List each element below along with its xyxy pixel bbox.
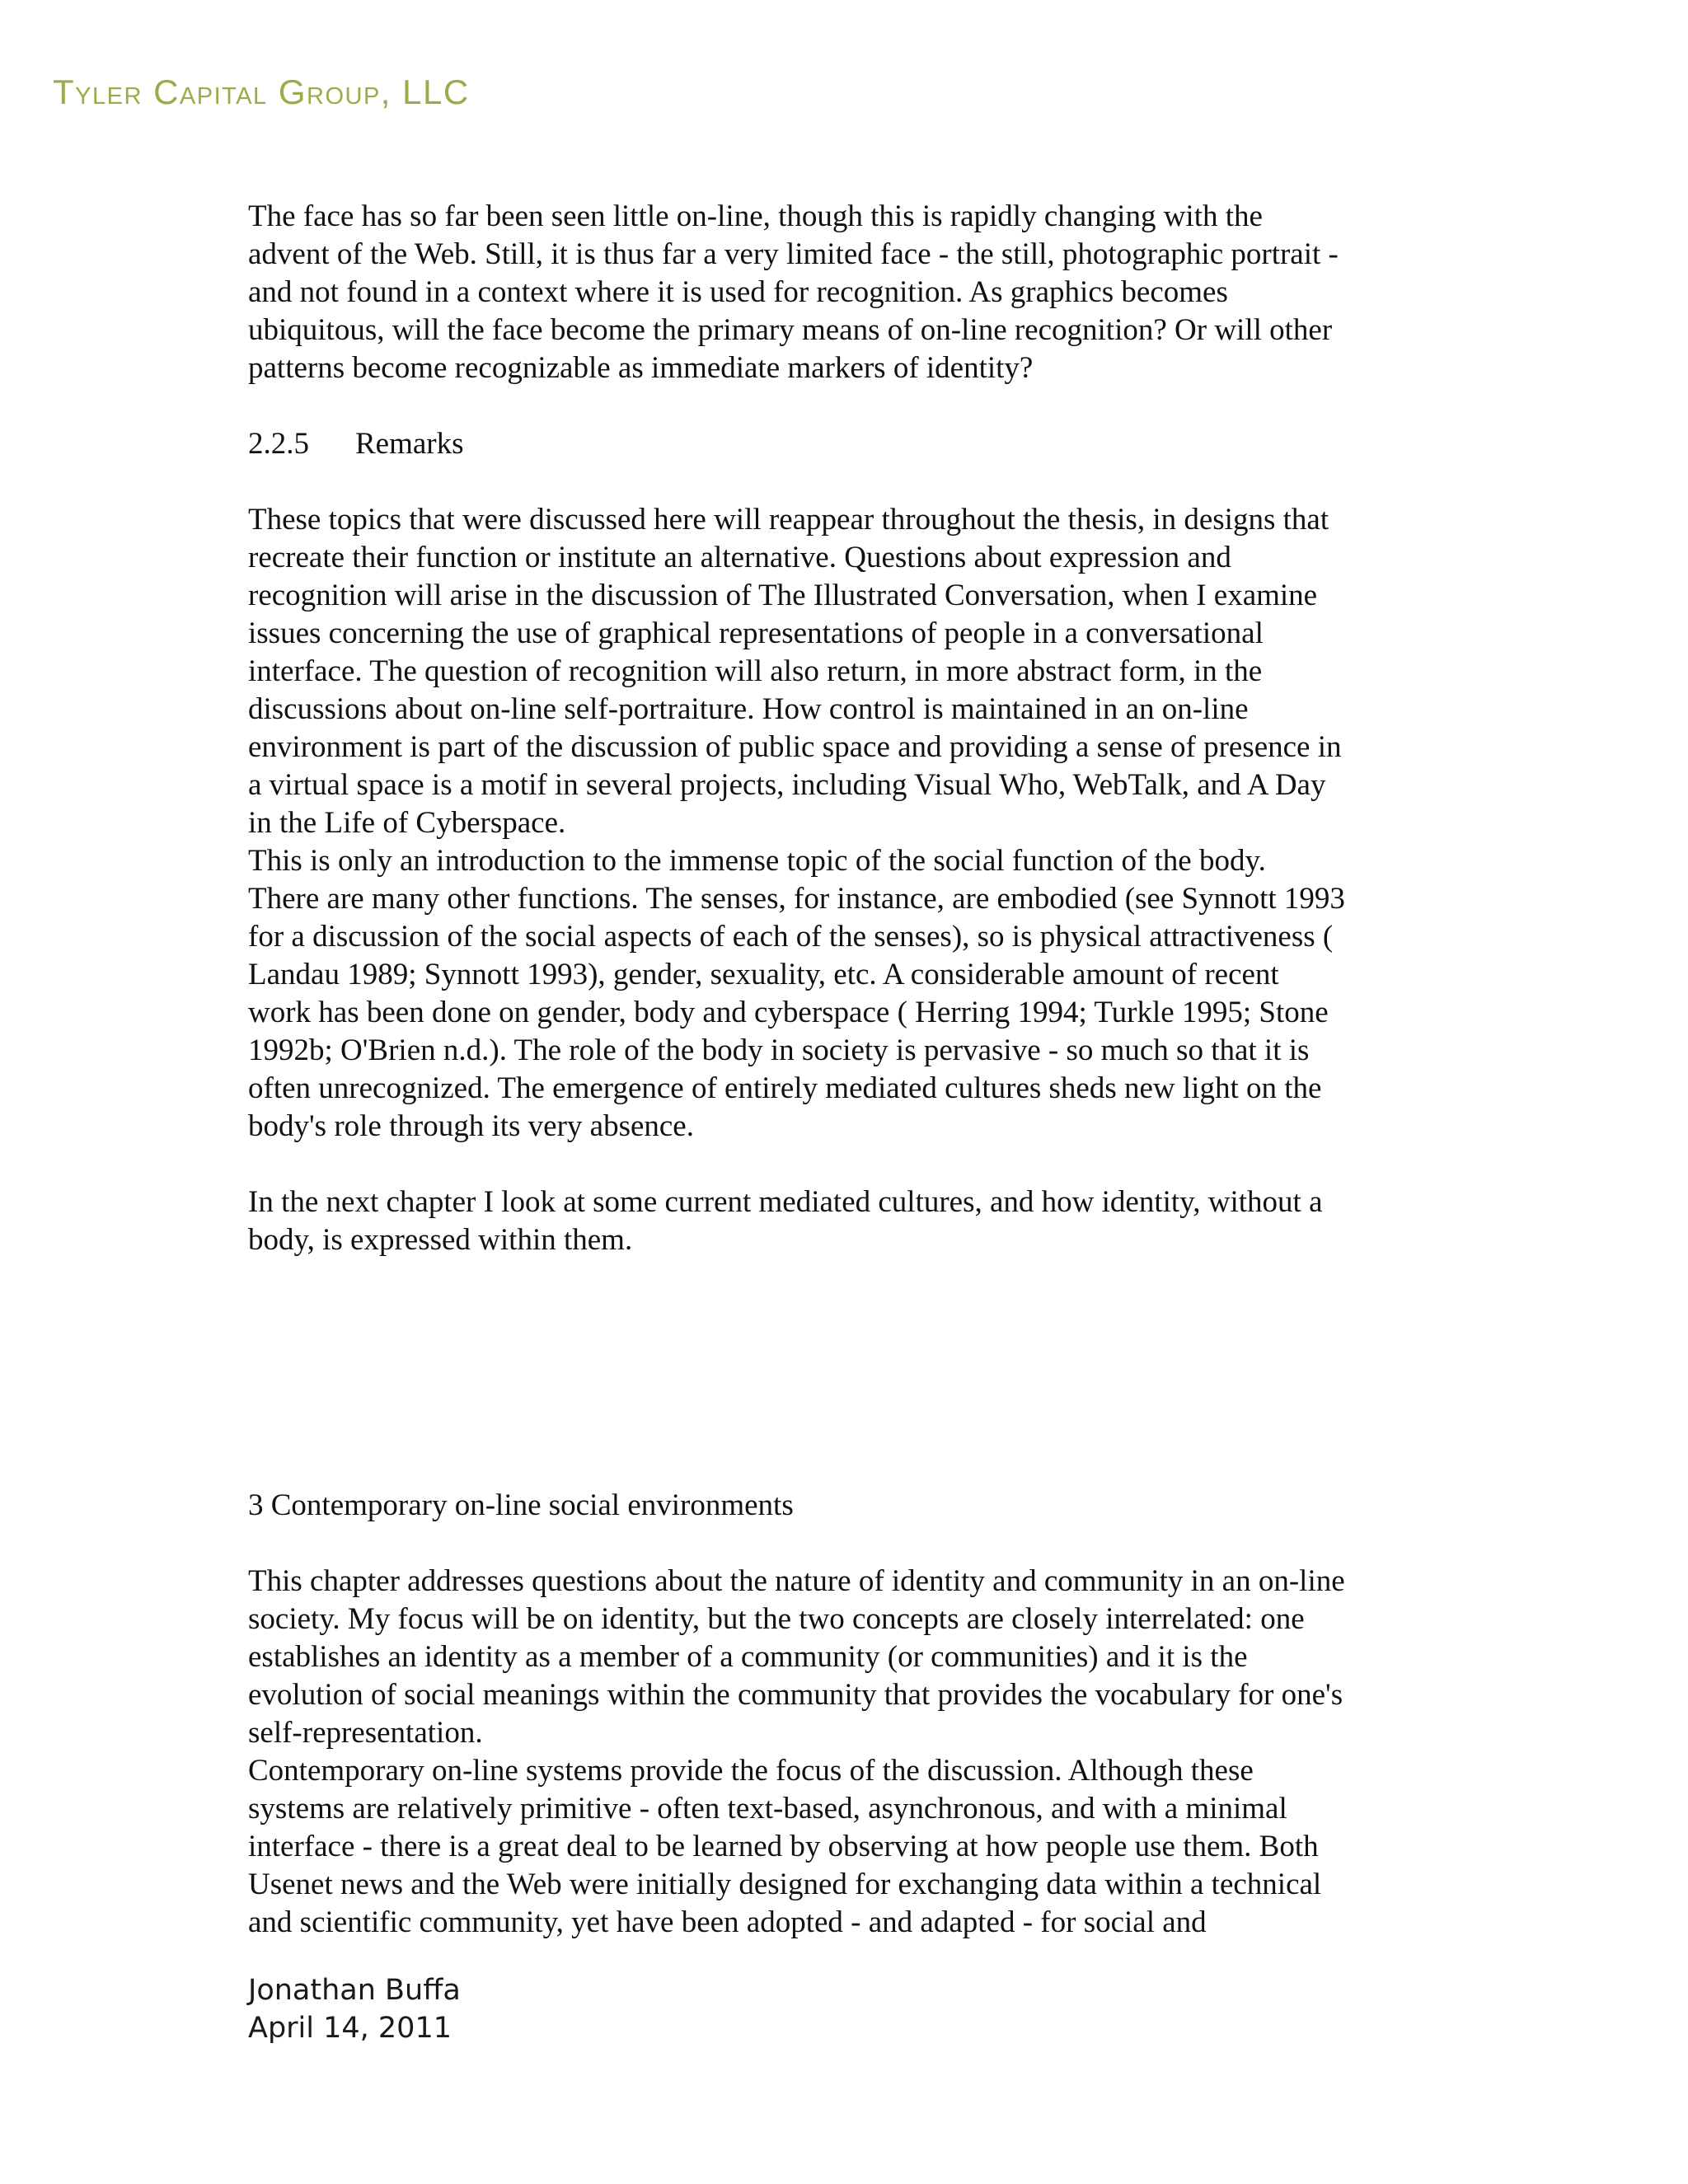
text-line: recognition will arise in the discussion of The Illustrated Conversation, when I examine bbox=[248, 579, 1318, 612]
text-line: environment is part of the discussion of public space and providing a sense of presence in bbox=[248, 730, 1342, 764]
text-line: patterns become recognizable as immediate markers of identity? bbox=[248, 351, 1034, 385]
text-line: for a discussion of the social aspects of each of the senses), so is physical attractiveness ( bbox=[248, 920, 1334, 954]
text-line: body, is expressed within them. bbox=[248, 1223, 633, 1257]
text-line: self-representation. bbox=[248, 1716, 483, 1750]
text-line: society. My focus will be on identity, but the two concepts are closely interrelated: one bbox=[248, 1602, 1305, 1636]
section-heading-remarks bbox=[248, 425, 1451, 463]
text-line: advent of the Web. Still, it is thus far a very limited face - the still, photographic portrait - bbox=[248, 237, 1339, 271]
paragraph-next-chapter bbox=[248, 1183, 1451, 1259]
text-line: recreate their function or institute an alternative. Questions about expression and bbox=[248, 541, 1231, 574]
section-number: 2.2.5 bbox=[248, 427, 309, 461]
text-line: Usenet news and the Web were initially designed for exchanging data within a technical bbox=[248, 1868, 1322, 1901]
paragraph-chapter3 bbox=[248, 1563, 1451, 1942]
text-line: This is only an introduction to the immense topic of the social function of the body. bbox=[248, 844, 1266, 878]
section-title: Remarks bbox=[355, 427, 464, 461]
text-line: in the Life of Cyberspace. bbox=[248, 806, 566, 840]
text-line: interface - there is a great deal to be learned by observing at how people use them. Both bbox=[248, 1830, 1319, 1863]
company-header: Tyler Capital Group, LLC bbox=[53, 73, 470, 111]
text-line: The face has so far been seen little on-line, though this is rapidly changing with the bbox=[248, 199, 1263, 233]
text-line: establishes an identity as a member of a community (or communities) and it is the bbox=[248, 1640, 1248, 1674]
text-line: a virtual space is a motif in several projects, including Visual Who, WebTalk, and A Day bbox=[248, 768, 1326, 802]
text-line: Landau 1989; Synnott 1993), gender, sexuality, etc. A considerable amount of recent bbox=[248, 958, 1279, 991]
text-line: issues concerning the use of graphical representations of people in a conversational bbox=[248, 616, 1264, 650]
text-line: In the next chapter I look at some current mediated cultures, and how identity, without a bbox=[248, 1185, 1323, 1219]
text-line: body's role through its very absence. bbox=[248, 1109, 694, 1143]
paragraph-remarks bbox=[248, 501, 1451, 1146]
footer-date: April 14, 2011 bbox=[248, 2012, 452, 2045]
text-line: often unrecognized. The emergence of entirely mediated cultures sheds new light on the bbox=[248, 1071, 1322, 1105]
footer-author: Jonathan Buffa bbox=[248, 1974, 461, 2007]
document-body bbox=[248, 198, 1451, 1942]
text-line: ubiquitous, will the face become the primary means of on-line recognition? Or will other bbox=[248, 313, 1333, 347]
chapter-heading: 3 Contemporary on-line social environments bbox=[248, 1488, 794, 1522]
text-line: and not found in a context where it is used for recognition. As graphics becomes bbox=[248, 275, 1228, 309]
text-line: Contemporary on-line systems provide the focus of the discussion. Although these bbox=[248, 1754, 1254, 1788]
text-line: These topics that were discussed here will reappear throughout the thesis, in designs that bbox=[248, 503, 1329, 537]
text-line: evolution of social meanings within the community that provides the vocabulary for one's bbox=[248, 1678, 1343, 1712]
paragraph-face bbox=[248, 198, 1451, 387]
page-footer bbox=[248, 1971, 461, 2047]
text-line: systems are relatively primitive - often text-based, asynchronous, and with a minimal bbox=[248, 1792, 1287, 1825]
text-line: 1992b; O'Brien n.d.). The role of the body in society is pervasive - so much so that it is bbox=[248, 1033, 1310, 1067]
text-line: discussions about on-line self-portraiture. How control is maintained in an on-line bbox=[248, 692, 1249, 726]
text-line: work has been done on gender, body and cyberspace ( Herring 1994; Turkle 1995; Stone bbox=[248, 996, 1329, 1029]
text-line: and scientific community, yet have been adopted - and adapted - for social and bbox=[248, 1905, 1207, 1939]
text-line: This chapter addresses questions about the nature of identity and community in an on-line bbox=[248, 1564, 1345, 1598]
text-line: There are many other functions. The senses, for instance, are embodied (see Synnott 1993 bbox=[248, 882, 1345, 916]
text-line: interface. The question of recognition will also return, in more abstract form, in the bbox=[248, 654, 1263, 688]
